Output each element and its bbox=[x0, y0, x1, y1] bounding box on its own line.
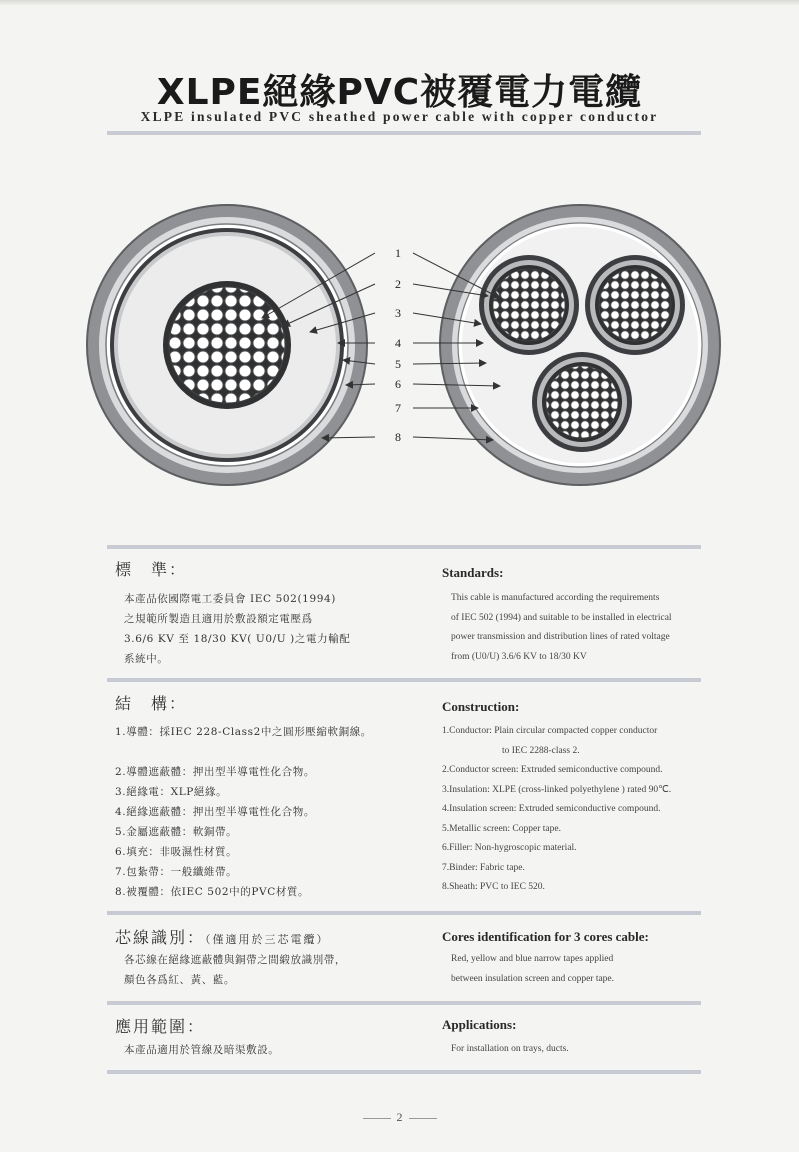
diagram-label-7: 7 bbox=[395, 401, 401, 415]
cores-heading-zh bbox=[115, 925, 330, 948]
standards-heading-zh: 標 準： bbox=[115, 560, 188, 579]
standards-en-line: power transmission and distribution lines of rated voltage bbox=[451, 632, 670, 642]
core-top-right bbox=[585, 255, 685, 355]
section-divider-applications bbox=[107, 1001, 701, 1005]
cores-zh-line: 各芯線在絕緣遮蔽體與銅帶之間緞放識別帶， bbox=[124, 954, 346, 966]
applications-body-zh bbox=[124, 1040, 279, 1060]
construction-en-line: 4.Insulation screen: Extruded semiconductive compound. bbox=[442, 804, 661, 814]
standards-body-zh bbox=[124, 589, 350, 669]
diagram-labels bbox=[395, 246, 401, 444]
page-number-dash-left bbox=[363, 1118, 391, 1119]
construction-zh-line: 5.金屬遮蔽體：軟銅帶。 bbox=[115, 826, 238, 838]
cores-en-line: Red, yellow and blue narrow tapes applied bbox=[451, 954, 614, 964]
construction-body-zh bbox=[115, 722, 372, 902]
cores-body-en bbox=[451, 950, 614, 989]
diagram-label-8: 8 bbox=[395, 430, 401, 444]
construction-en-line: 5.Metallic screen: Copper tape. bbox=[442, 823, 561, 834]
construction-en-line: 1.Conductor: Plain circular compacted copper conductor bbox=[442, 726, 658, 736]
construction-zh-line: 2.導體遮蔽體：押出型半導電性化合物。 bbox=[115, 766, 315, 778]
three-core-cable bbox=[440, 205, 720, 485]
diagram-label-1: 1 bbox=[395, 246, 401, 260]
section-divider-standards bbox=[107, 545, 701, 549]
page-number-text: 2 bbox=[396, 1110, 403, 1124]
standards-zh-line: 系統中。 bbox=[124, 653, 169, 665]
construction-heading-en: Construction: bbox=[442, 699, 520, 714]
core-top-left bbox=[479, 255, 579, 355]
construction-zh-line bbox=[115, 742, 372, 762]
construction-zh-line: 8.被覆體：依IEC 502中的PVC材質。 bbox=[115, 886, 310, 898]
standards-zh-line: 之規範所製造且適用於敷設額定電壓爲 bbox=[124, 613, 313, 625]
single-core-cable bbox=[87, 205, 367, 485]
applications-en-line: For installation on trays, ducts. bbox=[451, 1044, 569, 1054]
section-divider-bottom bbox=[107, 1070, 701, 1074]
construction-zh-line: 3.絕緣電：XLP絕緣。 bbox=[115, 786, 228, 798]
applications-heading-zh: 應用範圍： bbox=[115, 1017, 206, 1036]
diagram-label-4: 4 bbox=[395, 336, 401, 350]
diagram-label-2: 2 bbox=[395, 277, 401, 291]
title-divider bbox=[107, 131, 701, 135]
standards-en-line: This cable is manufactured according the requirements bbox=[451, 593, 660, 603]
cores-heading-zh-text: 芯線識別： bbox=[115, 928, 206, 947]
construction-body-en bbox=[442, 722, 671, 898]
standards-zh-line: 本產品依國際電工委員會 IEC 502(1994) bbox=[124, 593, 336, 605]
standards-en-line: of IEC 502 (1994) and suitable to be installed in electrical bbox=[451, 612, 672, 623]
cores-zh-line: 顏色各爲紅、黃、藍。 bbox=[124, 974, 235, 986]
construction-zh-line: 7.包紮帶：一般纖維帶。 bbox=[115, 866, 238, 878]
construction-en-line: 2.Conductor screen: Extruded semiconductive compound. bbox=[442, 765, 663, 775]
scan-top-edge bbox=[0, 0, 799, 6]
section-divider-cores bbox=[107, 911, 701, 915]
standards-zh-line: 3.6/6 KV 至 18/30 KV( U0/U )之電力輸配 bbox=[124, 633, 351, 645]
construction-en-line: 3.Insulation: XLPE (cross-linked polyethylene ) rated 90℃. bbox=[442, 784, 672, 795]
construction-zh-line: 6.填充：非吸濕性材質。 bbox=[115, 846, 238, 858]
construction-zh-line: 1.導體：採IEC 228-Class2中之圓形壓縮軟銅線。 bbox=[115, 726, 372, 738]
diagram-label-6: 6 bbox=[395, 377, 401, 391]
cable-cross-section-diagram bbox=[0, 190, 799, 500]
applications-heading-en: Applications: bbox=[442, 1017, 517, 1032]
page-number bbox=[0, 1110, 799, 1125]
page-number-dash-right bbox=[409, 1118, 437, 1119]
applications-zh-line: 本產品適用於管線及暗渠敷設。 bbox=[124, 1044, 280, 1056]
construction-zh-line: 4.絕緣遮蔽體：押出型半導電性化合物。 bbox=[115, 806, 315, 818]
construction-en-line: to IEC 2288-class 2. bbox=[502, 745, 580, 756]
diagram-label-3: 3 bbox=[395, 306, 401, 320]
cores-heading-en: Cores identification for 3 cores cable: bbox=[442, 929, 649, 944]
construction-en-line: 6.Filler: Non-hygroscopic material. bbox=[442, 843, 577, 853]
standards-heading-en: Standards: bbox=[442, 565, 504, 580]
cores-en-line: between insulation screen and copper tape. bbox=[451, 973, 615, 984]
cores-heading-zh-note: （僅適用於三芯電纜） bbox=[205, 933, 330, 946]
diagram-label-5: 5 bbox=[395, 357, 401, 371]
section-divider-construction bbox=[107, 678, 701, 682]
construction-en-line: 7.Binder: Fabric tape. bbox=[442, 862, 525, 873]
page-title-zh: XLPE絕緣PVC被覆電力電纜 bbox=[156, 72, 643, 113]
construction-heading-zh: 結 構： bbox=[115, 694, 188, 713]
applications-body-en bbox=[451, 1040, 569, 1060]
standards-en-line: from (U0/U) 3.6/6 KV to 18/30 KV bbox=[451, 651, 587, 662]
core-bottom bbox=[532, 352, 632, 452]
page-title-en: XLPE insulated PVC sheathed power cable with copper conductor bbox=[140, 109, 659, 124]
cores-body-zh bbox=[124, 950, 346, 990]
construction-en-line: 8.Sheath: PVC to IEC 520. bbox=[442, 882, 545, 892]
standards-body-en bbox=[451, 589, 672, 667]
